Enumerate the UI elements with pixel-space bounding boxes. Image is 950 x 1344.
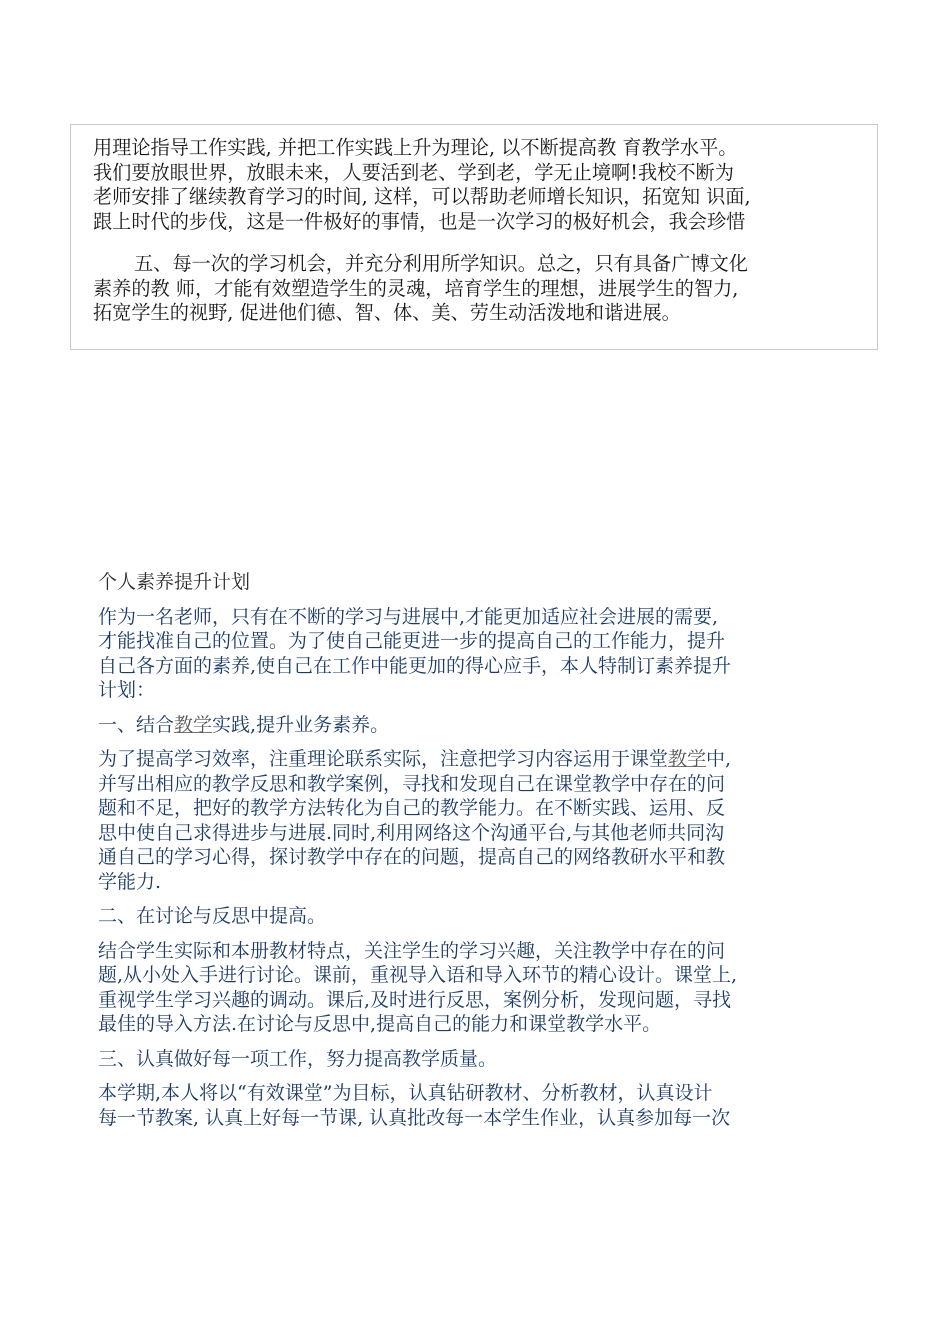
box-line: 拓宽学生的视野, 促进他们德、智、体、美、劳生动活泼地和谐进展。 — [93, 301, 681, 324]
text-line: 才能找准自己的位置。为了使自己能更进一步的提高自己的工作能力，提升 — [98, 630, 726, 652]
text-span: 中, — [706, 748, 732, 770]
document-body — [98, 570, 858, 1140]
box-line: 跟上时代的步伐，这是一件极好的事情，也是一次学习的极好机会，我会珍惜 — [93, 209, 746, 233]
text-line: 并写出相应的教学反思和教学案例，寻找和发现自己在课堂教学中存在的问 — [98, 772, 726, 795]
text-line: 本学期,本人将以“有效课堂”为目标，认真钻研教材、分析教材，认真设计 — [98, 1082, 713, 1104]
box-line: 素养的教 师，才能有效塑造学生的灵魂，培育学生的理想，进展学生的智力, — [93, 276, 739, 300]
text-span: 为了提高学习效率，注重理论联系实际，注意把学习内容运用于课堂 — [98, 748, 669, 770]
text-line: 作为一名老师，只有在不断的学习与进展中,才能更加适应社会进展的需要, — [98, 605, 719, 628]
text-line — [98, 747, 858, 772]
section-paragraph-3 — [98, 1081, 858, 1130]
text-line: 每一节教案, 认真上好每一节课, 认真批改每一本学生作业，认真参加每一次 — [98, 1106, 731, 1129]
box-line: 用理论指导工作实践, 并把工作实践上升为理论, 以不断提高教 育教学水平。 — [93, 136, 738, 159]
heading-text: 一、结合 — [98, 713, 175, 736]
document-title: 个人素养提升计划 — [98, 571, 251, 593]
intro-paragraph — [98, 605, 858, 703]
text-line: 学能力. — [98, 870, 162, 893]
text-line: 结合学生实际和本册教材特点，关注学生的学习兴趣，关注教学中存在的问 — [98, 939, 726, 962]
text-line: 通自己的学习心得，探讨教学中存在的问题，提高自己的网络教研水平和教 — [98, 846, 726, 868]
paragraph-gap — [93, 234, 853, 252]
text-line: 自己各方面的素养,使自己在工作中能更加的得心应手，本人特制订素养提升 — [98, 654, 732, 677]
heading-text: 实践,提升业务素养。 — [212, 713, 390, 736]
text-line: 思中使自己求得进步与进展.同时,利用网络这个沟通平台,与其他老师共同沟 — [98, 821, 725, 844]
text-line: 最佳的导入方法.在讨论与反思中,提高自己的能力和课堂教学水平。 — [98, 1013, 662, 1035]
section-heading-1 — [98, 713, 858, 738]
text-line: 重视学生学习兴趣的调动。课后,及时进行反思，案例分析，发现问题，寻找 — [98, 988, 732, 1011]
text-line: 题,从小处入手进行讨论。课前，重视导入语和导入环节的精心设计。课堂上, — [98, 964, 738, 986]
section-heading-3: 三、认真做好每一项工作，努力提高教学质量。 — [98, 1047, 498, 1070]
box-line: 五、每一次的学习机会，并充分利用所学知识。总之，只有具备广博文化 — [134, 252, 748, 275]
quoted-text-box — [70, 124, 878, 350]
text-line: 计划： — [98, 679, 156, 701]
keyword-link[interactable]: 教学 — [668, 748, 707, 770]
keyword-link[interactable]: 教学 — [174, 713, 213, 736]
text-line: 题和不足，把好的教学方法转化为自己的教学能力。在不断实践、运用、反 — [98, 797, 726, 819]
box-line: 我们要放眼世界，放眼未来，人要活到老、学到老，学无止境啊!我校不断为 — [93, 160, 734, 184]
section-paragraph-1 — [98, 747, 858, 894]
section-paragraph-2 — [98, 939, 858, 1037]
section-heading-2: 二、在讨论与反思中提高。 — [98, 905, 327, 927]
box-line: 老师安排了继续教育学习的时间, 这样，可以帮助老师增长知识，拓宽知 识面, — [93, 185, 751, 208]
